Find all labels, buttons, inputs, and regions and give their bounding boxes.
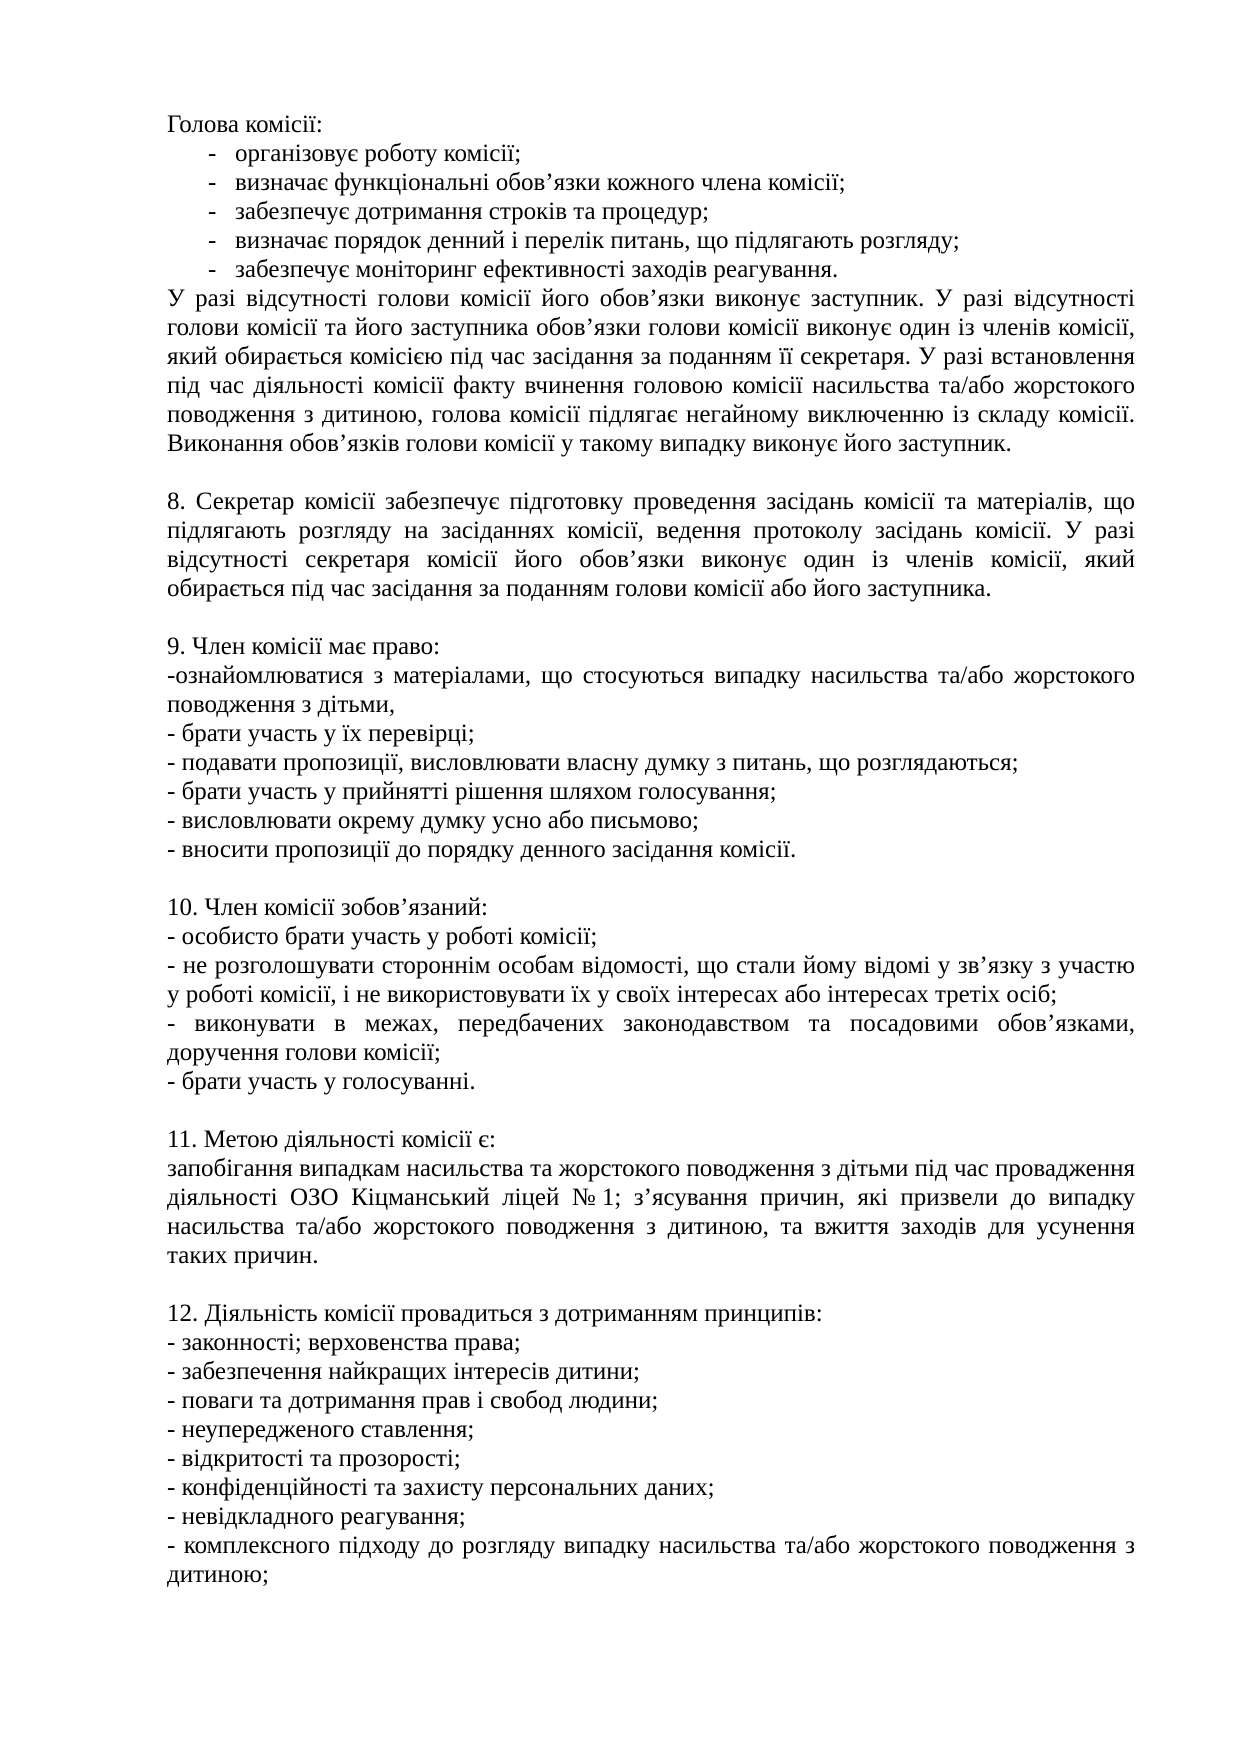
list-item-text: визначає порядок денний і перелік питань, що підлягають розгляду; xyxy=(235,227,960,254)
intro-duty-list xyxy=(167,139,1135,284)
section12-line: - законності; верховенства права; xyxy=(167,1329,521,1356)
dash-bullet: - xyxy=(208,227,217,254)
list-item xyxy=(167,255,1135,284)
list-item xyxy=(167,197,1135,226)
section11-heading: 11. Метою діяльності комісії є: xyxy=(167,1126,496,1153)
section12-line: - комплексного підходу до розгляду випадку насильства та/або жорстокого поводження з дитиною; xyxy=(167,1532,1135,1588)
section10-line: - виконувати в межах, передбачених законодавством та посадовими обов’язками, доручення голови комісії; xyxy=(167,1010,1135,1066)
section9-line: - подавати пропозиції, висловлювати власну думку з питань, що розглядаються; xyxy=(167,749,1019,776)
dash-bullet: - xyxy=(208,140,217,167)
section9-line: - брати участь у прийнятті рішення шляхом голосування; xyxy=(167,778,777,805)
list-item-text: забезпечує дотримання строків та процедур; xyxy=(235,198,710,225)
section12-line: - відкритості та прозорості; xyxy=(167,1445,461,1472)
section9-line: - вносити пропозиції до порядку денного засідання комісії. xyxy=(167,836,797,863)
section9-line: - брати участь у їх перевірці; xyxy=(167,720,475,747)
section10-line: - не розголошувати стороннім особам відомості, що стали йому відомі у зв’язку з участю у роботі комісії, і не використовувати їх у своїх інтересах або інтересах третіх осіб; xyxy=(167,952,1135,1008)
section8-paragraph: 8. Секретар комісії забезпечує підготовку проведення засідань комісії та матеріалів, що підлягають розгляду на засіданнях комісії, ведення протоколу засідань комісії. У разі відсутності секретаря комісії його обов’язки виконує один із членів комісії, який обирається під час засідання за поданням голови комісії або його заступника. xyxy=(167,488,1135,602)
section10-line: - особисто брати участь у роботі комісії; xyxy=(167,923,598,950)
section12-line: - забезпечення найкращих інтересів дитини; xyxy=(167,1358,640,1385)
section11-paragraph: запобігання випадкам насильства та жорстокого поводження з дітьми під час провадження діяльності ОЗО Кіцманський ліцей №1; з’ясування причин, які призвели до випадку насильства та/або жорстокого поводження з дитиною, та вжиття заходів для усунення таких причин. xyxy=(167,1155,1135,1269)
intro-heading: Голова комісії: xyxy=(167,111,323,138)
section9-line: -ознайомлюватися з матеріалами, що стосуються випадку насильства та/або жорстокого поводження з дітьми, xyxy=(167,662,1135,718)
section12-line: - поваги та дотримання прав і свобод людини; xyxy=(167,1387,659,1414)
section10-line: - брати участь у голосуванні. xyxy=(167,1068,476,1095)
section12-line: - невідкладного реагування; xyxy=(167,1503,466,1530)
list-item-text: забезпечує моніторинг ефективності заходів реагування. xyxy=(235,256,839,283)
section10-heading: 10. Член комісії зобов’язаний: xyxy=(167,894,488,921)
list-item xyxy=(167,168,1135,197)
section9-line: - висловлювати окрему думку усно або письмово; xyxy=(167,807,699,834)
list-item-text: організовує роботу комісії; xyxy=(235,140,522,167)
list-item xyxy=(167,139,1135,168)
intro-paragraph: У разі відсутності голови комісії його обов’язки виконує заступник. У разі відсутності голови комісії та його заступника обов’язки голови комісії виконує один із членів комісії, який обирається комісією під час засідання за поданням її секретаря. У разі встановлення під час діяльності комісії факту вчинення головою комісії насильства та/або жорстокого поводження з дитиною, голова комісії підлягає негайному виключенню із складу комісії. Виконання обов’язків голови комісії у такому випадку виконує його заступник. xyxy=(167,285,1135,457)
section12-heading: 12. Діяльність комісії провадиться з дотриманням принципів: xyxy=(167,1300,823,1327)
list-item xyxy=(167,226,1135,255)
section12-line: - конфіденційності та захисту персональних даних; xyxy=(167,1474,715,1501)
section12-line: - неупередженого ставлення; xyxy=(167,1416,475,1443)
dash-bullet: - xyxy=(208,256,217,283)
section9-heading: 9. Член комісії має право: xyxy=(167,633,441,660)
list-item-text: визначає функціональні обов’язки кожного члена комісії; xyxy=(235,169,846,196)
dash-bullet: - xyxy=(208,169,217,196)
dash-bullet: - xyxy=(208,198,217,225)
